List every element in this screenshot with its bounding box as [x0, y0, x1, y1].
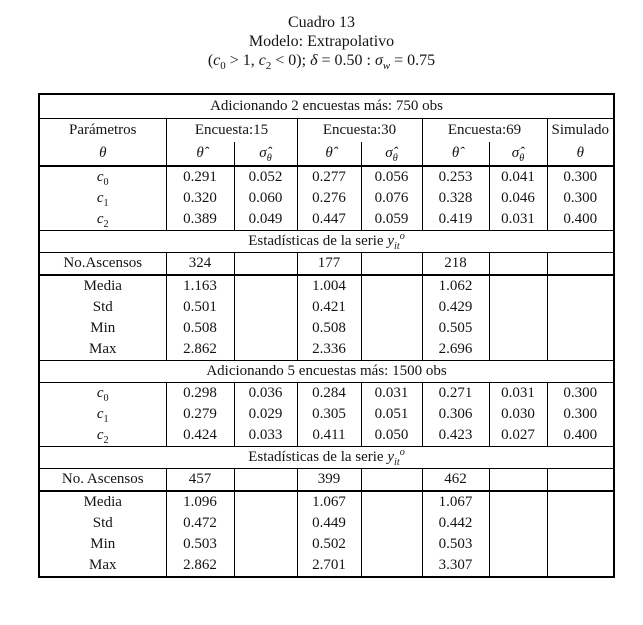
- row-media-1-encuesta69-sigma: [489, 275, 547, 297]
- row-c2-seccion2-encuesta15-theta: 0.424: [166, 425, 234, 447]
- row-max-2-encuesta30-theta: 2.701: [297, 555, 361, 577]
- row-c2-seccion2-encuesta30-sigma: 0.050: [361, 425, 422, 447]
- encuesta30-header: Encuesta:30: [297, 119, 422, 143]
- row-min-2-encuesta30-theta: 0.502: [297, 534, 361, 555]
- row-min-2-encuesta69-theta: 0.503: [422, 534, 489, 555]
- row-ascensos-1-simulado: [547, 253, 614, 276]
- row-max-2-encuesta30-sigma: [361, 555, 422, 577]
- banner-section-2-text: Adicionando 5 encuestas más: 1500 obs: [39, 361, 614, 383]
- row-c0-seccion1-encuesta30-theta: 0.277: [297, 166, 361, 188]
- row-c2-seccion1-simulado: 0.400: [547, 209, 614, 231]
- row-c1-seccion1: [39, 188, 614, 209]
- results-table: [38, 93, 615, 578]
- row-max-2-encuesta69-sigma: [489, 555, 547, 577]
- row-max-1: [39, 339, 614, 361]
- row-c1-seccion1-encuesta69-sigma: 0.046: [489, 188, 547, 209]
- row-c0-seccion1-encuesta69-theta: 0.253: [422, 166, 489, 188]
- row-ascensos-2-encuesta15-theta: 457: [166, 469, 234, 492]
- header-symbols: [39, 142, 614, 166]
- table-caption: [0, 0, 643, 73]
- row-media-1-parametros: Media: [83, 278, 122, 294]
- row-ascensos-1-encuesta69-theta: 218: [422, 253, 489, 276]
- row-min-2-encuesta15-sigma: [234, 534, 297, 555]
- row-c1-seccion2-encuesta69-sigma: 0.030: [489, 404, 547, 425]
- header-groups: [39, 119, 614, 143]
- row-max-1-encuesta15-sigma: [234, 339, 297, 361]
- row-c1-seccion2-encuesta15-sigma: 0.029: [234, 404, 297, 425]
- row-c0-seccion1: [39, 166, 614, 188]
- row-min-1: [39, 318, 614, 339]
- row-media-1-encuesta15-theta: 1.163: [166, 275, 234, 297]
- row-max-2: [39, 555, 614, 577]
- row-max-2-simulado: [547, 555, 614, 577]
- results-table-body: [39, 94, 614, 577]
- row-max-1-encuesta69-theta: 2.696: [422, 339, 489, 361]
- row-media-1-simulado: [547, 275, 614, 297]
- row-min-2-simulado: [547, 534, 614, 555]
- row-c0-seccion2-parametros: $c_0$: [96, 385, 109, 404]
- row-std-2-encuesta30-sigma: [361, 513, 422, 534]
- row-c2-seccion1-encuesta69-theta: 0.419: [422, 209, 489, 231]
- row-std-1-encuesta30-sigma: [361, 297, 422, 318]
- row-media-2-encuesta15-theta: 1.096: [166, 491, 234, 513]
- banner-estadisticas-1-text: Estadísticas de la serie $y_{it}^o$: [39, 231, 614, 253]
- row-max-1-parametros: Max: [39, 339, 166, 361]
- row-ascensos-2: [39, 469, 614, 492]
- row-std-2-encuesta15-theta: 0.472: [166, 513, 234, 534]
- row-media-1-encuesta15-sigma: [234, 275, 297, 297]
- row-std-2: [39, 513, 614, 534]
- row-min-1-encuesta15-sigma: [234, 318, 297, 339]
- row-ascensos-2-simulado: [547, 469, 614, 492]
- header-symbols-encuesta30-sigma: $\sigmâ_\theta$: [361, 142, 422, 166]
- row-ascensos-1-encuesta15-theta: 324: [166, 253, 234, 276]
- row-ascensos-2-encuesta15-sigma: [234, 469, 297, 492]
- row-c0-seccion1-encuesta15-sigma: 0.052: [234, 166, 297, 188]
- row-std-1-encuesta15-sigma: [234, 297, 297, 318]
- row-ascensos-2-parametros: No. Ascensos: [39, 469, 166, 492]
- banner-estadisticas-2-text: Estadísticas de la serie $y_{it}^o$: [39, 447, 614, 469]
- row-ascensos-2-encuesta69-sigma: [489, 469, 547, 492]
- row-min-1-encuesta30-theta: 0.508: [297, 318, 361, 339]
- row-ascensos-1: [39, 253, 614, 276]
- row-media-1: [39, 275, 614, 297]
- row-c2-seccion1: [39, 209, 614, 231]
- row-c1-seccion1-simulado: 0.300: [547, 188, 614, 209]
- row-c0-seccion1-encuesta30-sigma: 0.056: [361, 166, 422, 188]
- row-std-2-encuesta69-theta: 0.442: [422, 513, 489, 534]
- row-std-2-encuesta69-sigma: [489, 513, 547, 534]
- row-c2-seccion1-encuesta69-sigma: 0.031: [489, 209, 547, 231]
- row-std-2-encuesta30-theta: 0.449: [297, 513, 361, 534]
- row-std-2-encuesta15-sigma: [234, 513, 297, 534]
- row-c2-seccion2-simulado: 0.400: [547, 425, 614, 447]
- row-c0-seccion2-encuesta69-theta: 0.271: [422, 383, 489, 405]
- row-ascensos-2-encuesta69-theta: 462: [422, 469, 489, 492]
- banner-estadisticas-2: [39, 447, 614, 469]
- row-min-2-parametros: Min: [90, 536, 116, 552]
- encuesta15-header: Encuesta:15: [166, 119, 297, 143]
- row-c2-seccion1-parametros: $c_2$: [39, 209, 166, 231]
- row-c0-seccion2-encuesta15-theta: 0.298: [166, 383, 234, 405]
- row-c0-seccion2-encuesta69-sigma: 0.031: [489, 383, 547, 405]
- row-max-1-encuesta15-theta: 2.862: [166, 339, 234, 361]
- banner-section-2: [39, 361, 614, 383]
- row-min-1-encuesta69-theta: 0.505: [422, 318, 489, 339]
- banner-estadisticas-1: [39, 231, 614, 253]
- row-min-1-encuesta30-sigma: [361, 318, 422, 339]
- row-media-2: [39, 491, 614, 513]
- encuesta69-header: Encuesta:69: [422, 119, 547, 143]
- row-min-2-encuesta69-sigma: [489, 534, 547, 555]
- row-min-1-simulado: [547, 318, 614, 339]
- row-c0-seccion2-encuesta30-theta: 0.284: [297, 383, 361, 405]
- row-c0-seccion2: [39, 383, 614, 405]
- row-c2-seccion2-parametros: $c_2$: [39, 425, 166, 447]
- row-c0-seccion1-simulado: 0.300: [547, 166, 614, 188]
- row-min-1-encuesta15-theta: 0.508: [166, 318, 234, 339]
- row-std-1-parametros: Std: [92, 299, 113, 315]
- row-media-1-encuesta30-theta: 1.004: [297, 275, 361, 297]
- row-min-1-parametros: Min: [90, 320, 116, 336]
- row-c0-seccion1-parametros: $c_0$: [96, 169, 109, 188]
- row-c0-seccion1-encuesta15-theta: 0.291: [166, 166, 234, 188]
- row-ascensos-1-encuesta30-sigma: [361, 253, 422, 276]
- row-std-1: [39, 297, 614, 318]
- row-c0-seccion2-simulado: 0.300: [547, 383, 614, 405]
- row-media-2-parametros: Media: [83, 494, 122, 510]
- banner-section-1: [39, 94, 614, 119]
- row-c2-seccion2: [39, 425, 614, 447]
- row-media-2-encuesta15-sigma: [234, 491, 297, 513]
- row-c2-seccion1-encuesta15-sigma: 0.049: [234, 209, 297, 231]
- row-ascensos-1-encuesta30-theta: 177: [297, 253, 361, 276]
- row-std-2-simulado: [547, 513, 614, 534]
- row-std-1-encuesta69-theta: 0.429: [422, 297, 489, 318]
- row-max-1-simulado: [547, 339, 614, 361]
- row-ascensos-2-encuesta30-sigma: [361, 469, 422, 492]
- banner-section-1-text: Adicionando 2 encuestas más: 750 obs: [39, 94, 614, 119]
- header-symbols-simulado: θ: [547, 142, 614, 166]
- row-ascensos-2-encuesta30-theta: 399: [297, 469, 361, 492]
- row-media-2-simulado: [547, 491, 614, 513]
- row-c0-seccion2-encuesta15-sigma: 0.036: [234, 383, 297, 405]
- simulado-header: Simulado: [547, 119, 614, 143]
- row-c1-seccion2-encuesta69-theta: 0.306: [422, 404, 489, 425]
- row-c1-seccion1-encuesta30-sigma: 0.076: [361, 188, 422, 209]
- row-max-1-encuesta69-sigma: [489, 339, 547, 361]
- row-c2-seccion1-encuesta30-theta: 0.447: [297, 209, 361, 231]
- row-c2-seccion2-encuesta15-sigma: 0.033: [234, 425, 297, 447]
- row-c1-seccion1-encuesta69-theta: 0.328: [422, 188, 489, 209]
- row-media-1-encuesta69-theta: 1.062: [422, 275, 489, 297]
- header-symbols-encuesta69-sigma: $\sigmâ_\theta$: [489, 142, 547, 166]
- row-c2-seccion1-encuesta30-sigma: 0.059: [361, 209, 422, 231]
- row-media-2-encuesta69-sigma: [489, 491, 547, 513]
- row-max-2-encuesta69-theta: 3.307: [422, 555, 489, 577]
- caption-model-name: Modelo: Extrapolativo: [248, 33, 395, 50]
- parametros-header: Parámetros: [69, 122, 137, 138]
- row-media-2-encuesta69-theta: 1.067: [422, 491, 489, 513]
- row-max-2-encuesta15-sigma: [234, 555, 297, 577]
- row-c1-seccion1-parametros: $c_1$: [96, 190, 109, 209]
- row-c2-seccion2-encuesta69-sigma: 0.027: [489, 425, 547, 447]
- row-max-1-encuesta30-sigma: [361, 339, 422, 361]
- row-min-1-encuesta69-sigma: [489, 318, 547, 339]
- row-media-2-encuesta30-sigma: [361, 491, 422, 513]
- row-c0-seccion1-encuesta69-sigma: 0.041: [489, 166, 547, 188]
- row-std-1-encuesta69-sigma: [489, 297, 547, 318]
- row-std-2-parametros: Std: [92, 515, 113, 531]
- row-c1-seccion1-encuesta15-sigma: 0.060: [234, 188, 297, 209]
- header-symbols-encuesta69-theta: θ̂: [422, 142, 489, 166]
- row-max-1-encuesta30-theta: 2.336: [297, 339, 361, 361]
- row-c2-seccion2-encuesta30-theta: 0.411: [297, 425, 361, 447]
- row-min-2-encuesta30-sigma: [361, 534, 422, 555]
- row-media-1-encuesta30-sigma: [361, 275, 422, 297]
- row-ascensos-1-parametros: No.Ascensos: [39, 253, 166, 276]
- row-std-1-encuesta30-theta: 0.421: [297, 297, 361, 318]
- row-min-2-encuesta15-theta: 0.503: [166, 534, 234, 555]
- row-c1-seccion2-parametros: $c_1$: [96, 406, 109, 425]
- row-c1-seccion2: [39, 404, 614, 425]
- header-symbols-encuesta30-theta: θ̂: [297, 142, 361, 166]
- row-min-2: [39, 534, 614, 555]
- row-c0-seccion2-encuesta30-sigma: 0.031: [361, 383, 422, 405]
- caption-cuadro-number: Cuadro 13: [287, 14, 356, 31]
- row-std-1-simulado: [547, 297, 614, 318]
- row-ascensos-1-encuesta15-sigma: [234, 253, 297, 276]
- row-ascensos-1-encuesta69-sigma: [489, 253, 547, 276]
- caption-model-parameters: ($c_0 > 1$, $c_2 < 0$); δ = 0.50 : $\sigma_w = 0.75$: [207, 52, 436, 73]
- row-c1-seccion1-encuesta15-theta: 0.320: [166, 188, 234, 209]
- row-max-2-parametros: Max: [89, 557, 117, 573]
- header-symbols-encuesta15-sigma: $\sigmâ_\theta$: [234, 142, 297, 166]
- header-symbols-encuesta15-theta: θ̂: [166, 142, 234, 166]
- row-std-1-encuesta15-theta: 0.501: [166, 297, 234, 318]
- row-max-2-encuesta15-theta: 2.862: [166, 555, 234, 577]
- row-c1-seccion1-encuesta30-theta: 0.276: [297, 188, 361, 209]
- header-symbols-parametros: θ: [39, 142, 166, 166]
- row-c2-seccion1-encuesta15-theta: 0.389: [166, 209, 234, 231]
- row-c1-seccion2-encuesta30-theta: 0.305: [297, 404, 361, 425]
- row-c1-seccion2-encuesta15-theta: 0.279: [166, 404, 234, 425]
- row-c1-seccion2-encuesta30-sigma: 0.051: [361, 404, 422, 425]
- row-c2-seccion2-encuesta69-theta: 0.423: [422, 425, 489, 447]
- row-media-2-encuesta30-theta: 1.067: [297, 491, 361, 513]
- row-c1-seccion2-simulado: 0.300: [547, 404, 614, 425]
